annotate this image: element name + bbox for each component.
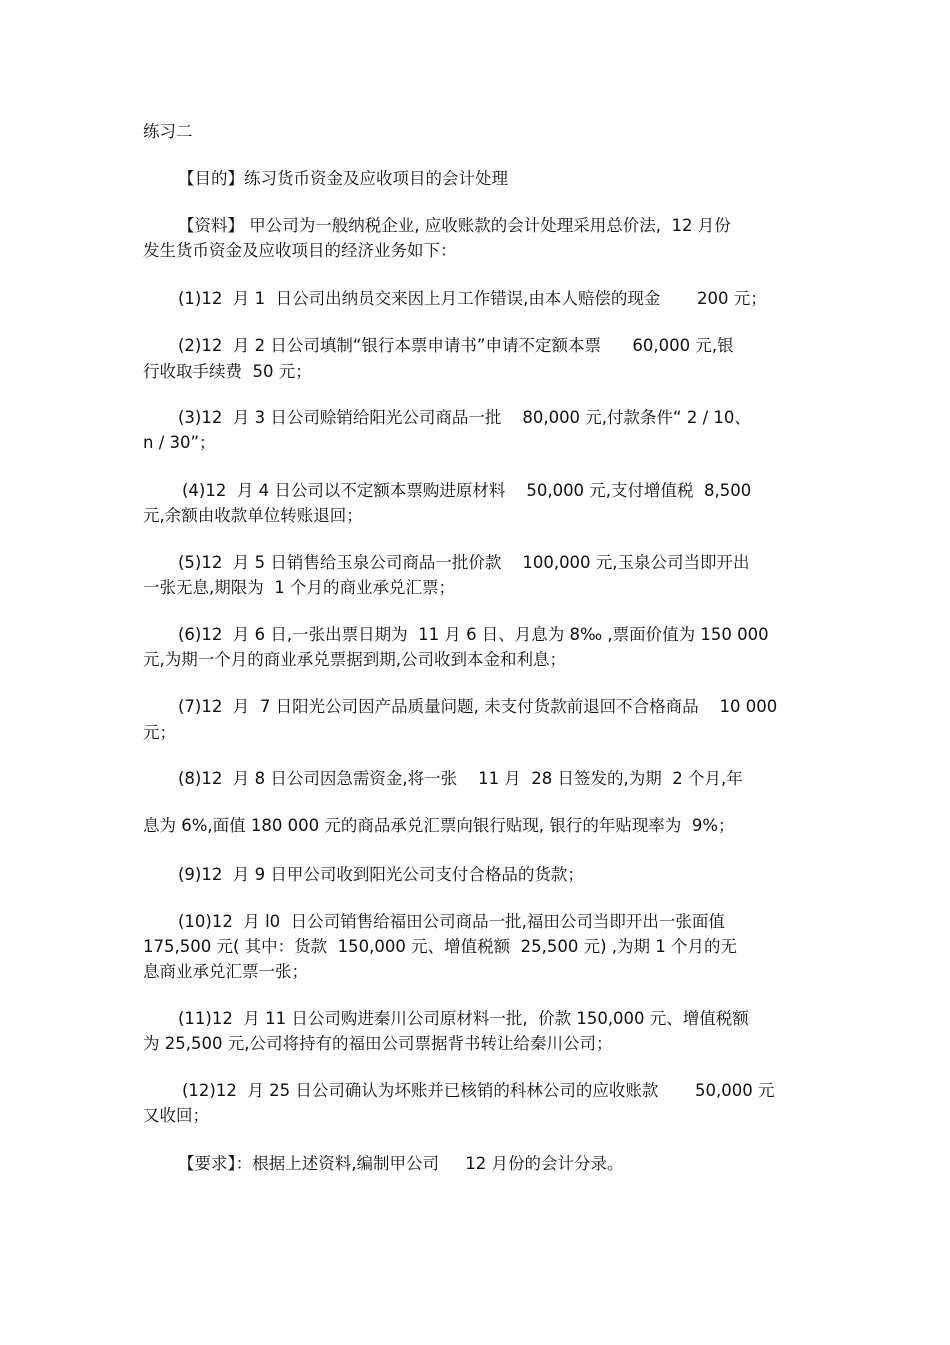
item-4-line-2: 元,余额由收款单位转账退回； <box>143 506 363 525</box>
item-7-line-1: (7)12 月 7 日阳光公司因产品质量问题, 未支付货款前退回不合格商品 10 000 <box>178 697 778 716</box>
item-11-line-2: 为 25,500 元,公司将持有的福田公司票据背书转让给秦川公司； <box>143 1034 613 1053</box>
requirement-line: 【要求】：根据上述资料,编制甲公司 12 月份的会计分录。 <box>178 1154 624 1173</box>
item-11-line-1: (11)12 月 11 日公司购进秦川公司原材料一批, 价款 150,000 元、增值税额 <box>178 1009 749 1028</box>
exercise-title: 练习二 <box>143 122 193 141</box>
item-2-line-2: 行收取手续费 50 元； <box>143 362 312 381</box>
item-4-line-1: (4)12 月 4 日公司以不定额本票购进原材料 50,000 元,支付增值税 8,500 <box>182 481 752 500</box>
item-7-line-2: 元； <box>143 723 176 742</box>
item-8-line-1: (8)12 月 8 日公司因急需资金,将一张 11 月 28 日签发的,为期 2 个月,年 <box>178 769 743 788</box>
item-10-line-1: (10)12 月 l0 日公司销售给福田公司商品一批,福田公司当即开出一张面值 <box>178 912 725 931</box>
item-9-line-1: (9)12 月 9 日甲公司收到阳光公司支付合格品的货款； <box>178 865 584 884</box>
item-8-line-2: 息为 6%,面值 180 000 元的商品承兑汇票向银行贴现, 银行的年贴现率为 9%； <box>143 816 735 835</box>
item-5-line-2: 一张无息,期限为 1 个月的商业承兑汇票； <box>143 578 455 597</box>
item-12-line-1: (12)12 月 25 日公司确认为坏账并已核销的科林公司的应收账款 50,000 元 <box>182 1081 775 1100</box>
item-1-line-1: (1)12 月 1 日公司出纳员交来因上月工作错误,由本人赔偿的现金 200 元； <box>178 289 767 308</box>
item-10-line-2: 175,500 元( 其中：货款 150,000 元、增值税额 25,500 元) ,为期 1 个月的无 <box>143 937 738 956</box>
item-3-line-2: n / 30”； <box>143 433 216 452</box>
item-6-line-2: 元,为期一个月的商业承兑票据到期,公司收到本金和利息； <box>143 650 566 669</box>
item-5-line-1: (5)12 月 5 日销售给玉泉公司商品一批价款 100,000 元,玉泉公司当即开出 <box>178 553 750 572</box>
material-line-2: 发生货币资金及应收项目的经济业务如下： <box>143 241 457 260</box>
item-10-line-3: 息商业承兑汇票一张； <box>143 962 308 981</box>
item-2-line-1: (2)12 月 2 日公司填制“银行本票申请书”申请不定额本票 60,000 元,银 <box>178 336 734 355</box>
purpose-line: 【目的】练习货币资金及应收项目的会计处理 <box>178 169 508 188</box>
item-6-line-1: (6)12 月 6 日,一张出票日期为 11 月 6 日、月息为 8‰ ,票面价值为 150 000 <box>178 625 769 644</box>
item-3-line-1: (3)12 月 3 日公司赊销给阳光公司商品一批 80,000 元,付款条件“ 2 / 10、 <box>178 408 751 427</box>
material-line-1: 【资料】 甲公司为一般纳税企业, 应收账款的会计处理采用总价法, 12 月份 <box>178 216 731 235</box>
item-12-line-2: 又收回； <box>143 1106 209 1125</box>
